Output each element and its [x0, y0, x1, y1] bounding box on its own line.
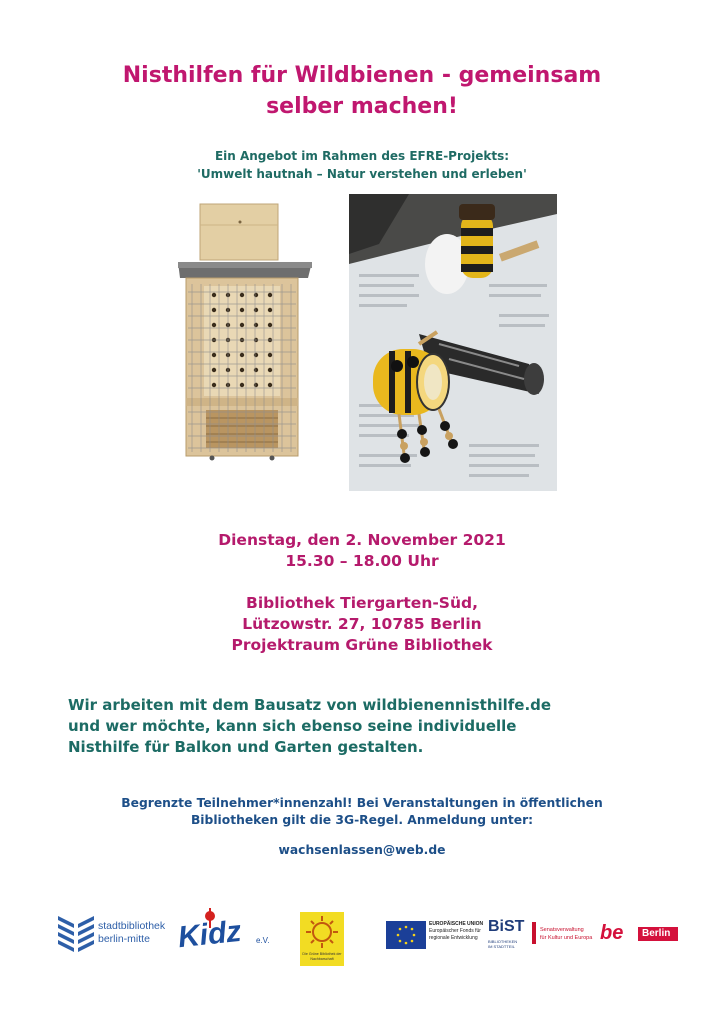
bee-craft-photo: [349, 194, 557, 491]
bist-name: BiST: [488, 918, 525, 935]
kidz-name: Kidz: [176, 914, 243, 955]
bear-icon: [530, 922, 538, 944]
eu-line-2: Europäischer Fonds für: [429, 928, 481, 934]
logo-bist: [486, 912, 532, 954]
description-line-1: Wir arbeiten mit dem Bausatz von wildbienennisthilfe.de: [68, 696, 552, 714]
note-line-1: Begrenzte Teilnehmer*innenzahl! Bei Veranstaltungen in öffentlichen: [121, 796, 603, 810]
page-title: [0, 60, 724, 122]
subtitle: [0, 147, 724, 183]
registration-email[interactable]: wachsenlassen@web.de: [278, 843, 446, 857]
event-date: Dienstag, den 2. November 2021: [218, 531, 506, 549]
logo-be-berlin: [600, 922, 680, 948]
event-venue: Bibliothek Tiergarten-Süd,: [246, 594, 478, 612]
bist-line-1: BIBLIOTHEKEN: [488, 939, 518, 944]
eu-line-1: EUROPÄISCHE UNION: [429, 921, 484, 927]
registration-note: [0, 795, 724, 829]
logo-eu: [386, 918, 490, 952]
description-line-2: und wer möchte, kann sich ebenso seine individuelle: [68, 717, 517, 735]
gruene-bibliothek-label: Die Grüne Bibliothek der Nachbarschaft: [302, 952, 342, 961]
eu-line-3: regionale Entwicklung: [429, 935, 478, 941]
description: [68, 695, 688, 758]
logo-gruene-bibliothek: [300, 912, 344, 966]
bist-line-2: IM STADTTEIL: [488, 944, 515, 949]
sun-icon: [300, 912, 344, 952]
event-datetime: [0, 530, 724, 572]
book-icon: [58, 912, 94, 952]
title-line-2: selber machen!: [266, 94, 458, 119]
description-line-3: Nisthilfe für Balkon und Garten gestalten.: [68, 738, 424, 756]
event-location: [0, 593, 724, 656]
insect-hotel-photo: [172, 200, 312, 468]
senat-line-2: für Kultur und Europa: [540, 935, 593, 941]
note-line-2: Bibliotheken gilt die 3G-Regel. Anmeldung unter:: [190, 813, 534, 827]
subtitle-line-1: Ein Angebot im Rahmen des EFRE-Projekts:: [214, 149, 510, 163]
senat-line-1: Senatsverwaltung: [540, 927, 584, 933]
logo-senat: [530, 920, 600, 950]
logo-kidz: [176, 908, 276, 956]
title-line-1: Nisthilfen für Wildbienen - gemeinsam: [122, 63, 602, 88]
logo-stadtbibliothek: [58, 910, 178, 954]
eu-flag-icon: [386, 921, 426, 949]
event-room: Projektraum Grüne Bibliothek: [231, 636, 493, 654]
event-address: Lützowstr. 27, 10785 Berlin: [242, 615, 482, 633]
stadtbibliothek-line-1: stadtbibliothek: [98, 920, 166, 932]
subtitle-line-2: 'Umwelt hautnah – Natur verstehen und erleben': [197, 167, 527, 181]
event-time: 15.30 – 18.00 Uhr: [285, 552, 439, 570]
stadtbibliothek-line-2: berlin-mitte: [98, 933, 150, 945]
be-mark: be: [600, 922, 624, 944]
kidz-suffix: e.V.: [256, 936, 270, 945]
berlin-name: Berlin: [642, 928, 671, 939]
